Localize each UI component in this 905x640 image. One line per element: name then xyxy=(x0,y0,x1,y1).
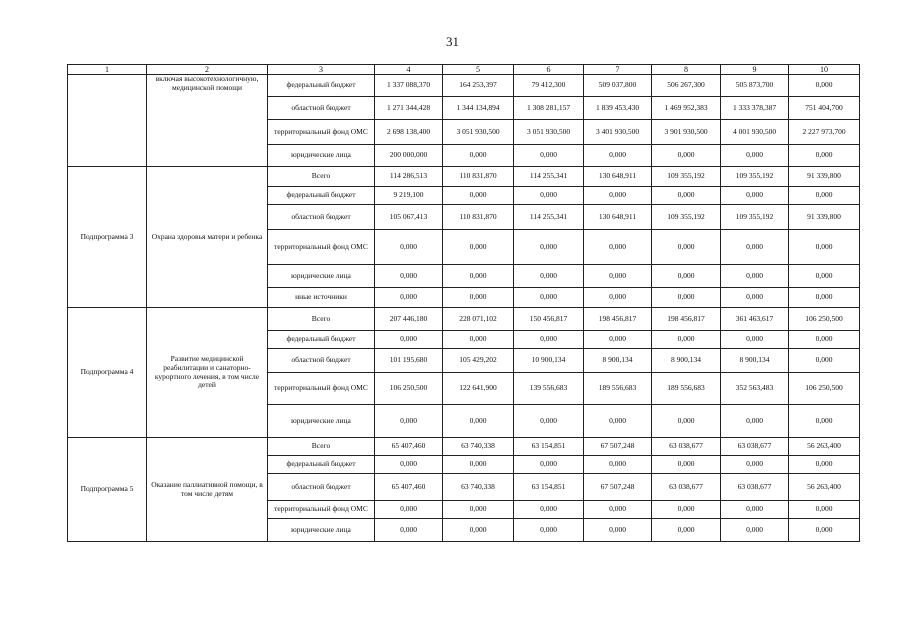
table-body xyxy=(68,65,860,542)
amount-cell: 0,000 xyxy=(789,519,860,542)
amount-cell: 0,000 xyxy=(443,501,514,519)
amount-cell: 0,000 xyxy=(652,456,721,474)
amount-cell: 0,000 xyxy=(789,288,860,308)
amount-cell: 91 339,800 xyxy=(789,205,860,230)
header-cell: 1 xyxy=(68,65,147,75)
amount-cell: 0,000 xyxy=(375,519,443,542)
amount-cell: 506 267,300 xyxy=(652,75,721,97)
amount-cell: 0,000 xyxy=(721,288,789,308)
amount-cell: 0,000 xyxy=(789,349,860,373)
amount-cell: 0,000 xyxy=(375,230,443,265)
header-cell: 5 xyxy=(443,65,514,75)
amount-cell: 0,000 xyxy=(789,265,860,288)
header-cell: 6 xyxy=(514,65,584,75)
amount-cell: 2 698 138,400 xyxy=(375,120,443,145)
amount-cell: 352 563,483 xyxy=(721,373,789,405)
amount-cell: 1 271 344,428 xyxy=(375,97,443,120)
amount-cell: 0,000 xyxy=(514,501,584,519)
amount-cell: 139 556,683 xyxy=(514,373,584,405)
amount-cell: 0,000 xyxy=(721,456,789,474)
amount-cell: 114 255,341 xyxy=(514,205,584,230)
page-number: 31 xyxy=(446,34,459,49)
subprogram-cell xyxy=(68,75,147,167)
amount-cell: 3 901 930,500 xyxy=(652,120,721,145)
amount-cell: 751 404,700 xyxy=(789,97,860,120)
amount-cell: 0,000 xyxy=(652,519,721,542)
amount-cell: 109 355,192 xyxy=(652,167,721,187)
amount-cell: 505 873,700 xyxy=(721,75,789,97)
amount-cell: 1 333 378,387 xyxy=(721,97,789,120)
amount-cell: 1 469 952,383 xyxy=(652,97,721,120)
amount-cell: 0,000 xyxy=(652,288,721,308)
amount-cell: 0,000 xyxy=(721,187,789,205)
amount-cell: 0,000 xyxy=(375,288,443,308)
amount-cell: 0,000 xyxy=(584,456,652,474)
funding-source-cell: юридические лица xyxy=(268,405,375,438)
amount-cell: 0,000 xyxy=(514,288,584,308)
amount-cell: 122 641,900 xyxy=(443,373,514,405)
table-row xyxy=(68,167,860,187)
funding-source-cell: Всего xyxy=(268,167,375,187)
subprogram-name-cell: включая высокотехнологичную, медицинской помощи xyxy=(147,75,268,167)
amount-cell: 198 456,817 xyxy=(584,308,652,331)
amount-cell: 63 038,677 xyxy=(721,438,789,456)
amount-cell: 63 038,677 xyxy=(721,474,789,501)
amount-cell: 0,000 xyxy=(514,230,584,265)
amount-cell: 0,000 xyxy=(721,331,789,349)
amount-cell: 0,000 xyxy=(514,456,584,474)
amount-cell: 0,000 xyxy=(375,331,443,349)
amount-cell: 3 401 930,500 xyxy=(584,120,652,145)
amount-cell: 105 429,202 xyxy=(443,349,514,373)
amount-cell: 0,000 xyxy=(514,187,584,205)
amount-cell: 228 071,102 xyxy=(443,308,514,331)
table-row xyxy=(68,75,860,97)
funding-source-cell: федеральный бюджет xyxy=(268,187,375,205)
amount-cell: 109 355,192 xyxy=(721,167,789,187)
amount-cell: 1 308 281,157 xyxy=(514,97,584,120)
amount-cell: 0,000 xyxy=(652,187,721,205)
amount-cell: 8 900,134 xyxy=(584,349,652,373)
amount-cell: 67 507,248 xyxy=(584,438,652,456)
funding-source-cell: Всего xyxy=(268,308,375,331)
amount-cell: 0,000 xyxy=(375,265,443,288)
amount-cell: 1 337 088,370 xyxy=(375,75,443,97)
amount-cell: 0,000 xyxy=(789,501,860,519)
funding-source-cell: территориальный фонд ОМС xyxy=(268,120,375,145)
amount-cell: 0,000 xyxy=(652,405,721,438)
funding-source-cell: Всего xyxy=(268,438,375,456)
amount-cell: 0,000 xyxy=(514,405,584,438)
amount-cell: 101 195,680 xyxy=(375,349,443,373)
amount-cell: 67 507,248 xyxy=(584,474,652,501)
amount-cell: 0,000 xyxy=(443,331,514,349)
subprogram-cell: Подпрограмма 5 xyxy=(68,438,147,542)
amount-cell: 3 051 930,500 xyxy=(514,120,584,145)
amount-cell: 0,000 xyxy=(584,405,652,438)
header-cell: 8 xyxy=(652,65,721,75)
amount-cell: 0,000 xyxy=(584,331,652,349)
funding-source-cell: областной бюджет xyxy=(268,97,375,120)
funding-source-cell: территориальный фонд ОМС xyxy=(268,501,375,519)
amount-cell: 0,000 xyxy=(721,519,789,542)
amount-cell: 0,000 xyxy=(789,75,860,97)
amount-cell: 0,000 xyxy=(443,230,514,265)
funding-source-cell: федеральный бюджет xyxy=(268,75,375,97)
amount-cell: 0,000 xyxy=(514,265,584,288)
amount-cell: 0,000 xyxy=(514,145,584,167)
amount-cell: 0,000 xyxy=(375,456,443,474)
amount-cell: 130 648,911 xyxy=(584,205,652,230)
amount-cell: 0,000 xyxy=(584,265,652,288)
amount-cell: 1 344 134,894 xyxy=(443,97,514,120)
amount-cell: 0,000 xyxy=(443,265,514,288)
amount-cell: 65 407,460 xyxy=(375,438,443,456)
header-row xyxy=(68,65,860,75)
amount-cell: 0,000 xyxy=(721,265,789,288)
amount-cell: 0,000 xyxy=(652,265,721,288)
amount-cell: 114 255,341 xyxy=(514,167,584,187)
amount-cell: 63 740,338 xyxy=(443,438,514,456)
funding-source-cell: территориальный фонд ОМС xyxy=(268,373,375,405)
amount-cell: 0,000 xyxy=(721,145,789,167)
amount-cell: 105 067,413 xyxy=(375,205,443,230)
amount-cell: 0,000 xyxy=(514,519,584,542)
amount-cell: 0,000 xyxy=(721,501,789,519)
budget-table xyxy=(67,64,860,542)
header-cell: 9 xyxy=(721,65,789,75)
amount-cell: 509 037,800 xyxy=(584,75,652,97)
amount-cell: 0,000 xyxy=(652,501,721,519)
table-row xyxy=(68,438,860,456)
amount-cell: 2 227 973,700 xyxy=(789,120,860,145)
amount-cell: 0,000 xyxy=(443,288,514,308)
amount-cell: 0,000 xyxy=(443,145,514,167)
funding-source-cell: федеральный бюджет xyxy=(268,456,375,474)
amount-cell: 63 154,851 xyxy=(514,438,584,456)
header-cell: 4 xyxy=(375,65,443,75)
amount-cell: 0,000 xyxy=(652,230,721,265)
amount-cell: 63 038,677 xyxy=(652,438,721,456)
amount-cell: 1 839 453,430 xyxy=(584,97,652,120)
funding-source-cell: территориальный фонд ОМС xyxy=(268,230,375,265)
amount-cell: 109 355,192 xyxy=(652,205,721,230)
amount-cell: 63 740,338 xyxy=(443,474,514,501)
amount-cell: 361 463,617 xyxy=(721,308,789,331)
amount-cell: 10 900,134 xyxy=(514,349,584,373)
amount-cell: 114 286,513 xyxy=(375,167,443,187)
amount-cell: 0,000 xyxy=(584,187,652,205)
amount-cell: 8 900,134 xyxy=(721,349,789,373)
amount-cell: 0,000 xyxy=(375,405,443,438)
amount-cell: 0,000 xyxy=(652,331,721,349)
funding-source-cell: иные источники xyxy=(268,288,375,308)
amount-cell: 164 253,397 xyxy=(443,75,514,97)
amount-cell: 110 831,870 xyxy=(443,167,514,187)
amount-cell: 0,000 xyxy=(789,187,860,205)
amount-cell: 9 219,100 xyxy=(375,187,443,205)
amount-cell: 106 250,500 xyxy=(789,308,860,331)
amount-cell: 207 446,180 xyxy=(375,308,443,331)
funding-source-cell: областной бюджет xyxy=(268,349,375,373)
amount-cell: 8 900,134 xyxy=(652,349,721,373)
amount-cell: 130 648,911 xyxy=(584,167,652,187)
funding-source-cell: федеральный бюджет xyxy=(268,331,375,349)
amount-cell: 0,000 xyxy=(584,501,652,519)
header-cell: 2 xyxy=(147,65,268,75)
amount-cell: 0,000 xyxy=(652,145,721,167)
amount-cell: 109 355,192 xyxy=(721,205,789,230)
amount-cell: 0,000 xyxy=(443,456,514,474)
amount-cell: 79 412,300 xyxy=(514,75,584,97)
subprogram-cell: Подпрограмма 4 xyxy=(68,308,147,438)
amount-cell: 0,000 xyxy=(443,519,514,542)
amount-cell: 4 001 930,500 xyxy=(721,120,789,145)
amount-cell: 0,000 xyxy=(584,288,652,308)
amount-cell: 189 556,683 xyxy=(584,373,652,405)
amount-cell: 0,000 xyxy=(443,187,514,205)
amount-cell: 198 456,817 xyxy=(652,308,721,331)
amount-cell: 0,000 xyxy=(514,331,584,349)
funding-source-cell: областной бюджет xyxy=(268,474,375,501)
subprogram-name-cell: Оказание паллиативной помощи, в том числе детям xyxy=(147,438,268,542)
amount-cell: 0,000 xyxy=(789,331,860,349)
amount-cell: 56 263,400 xyxy=(789,474,860,501)
amount-cell: 0,000 xyxy=(584,230,652,265)
amount-cell: 63 038,677 xyxy=(652,474,721,501)
amount-cell: 0,000 xyxy=(584,519,652,542)
amount-cell: 0,000 xyxy=(721,405,789,438)
amount-cell: 0,000 xyxy=(789,405,860,438)
amount-cell: 91 339,800 xyxy=(789,167,860,187)
amount-cell: 106 250,500 xyxy=(375,373,443,405)
amount-cell: 65 407,460 xyxy=(375,474,443,501)
amount-cell: 0,000 xyxy=(584,145,652,167)
amount-cell: 0,000 xyxy=(721,230,789,265)
funding-source-cell: юридические лица xyxy=(268,265,375,288)
funding-source-cell: юридические лица xyxy=(268,145,375,167)
amount-cell: 56 263,400 xyxy=(789,438,860,456)
header-cell: 3 xyxy=(268,65,375,75)
table-row xyxy=(68,308,860,331)
amount-cell: 0,000 xyxy=(789,230,860,265)
amount-cell: 3 051 930,500 xyxy=(443,120,514,145)
funding-source-cell: областной бюджет xyxy=(268,205,375,230)
amount-cell: 0,000 xyxy=(375,501,443,519)
amount-cell: 110 831,870 xyxy=(443,205,514,230)
amount-cell: 63 154,851 xyxy=(514,474,584,501)
amount-cell: 189 556,683 xyxy=(652,373,721,405)
header-cell: 7 xyxy=(584,65,652,75)
header-cell: 10 xyxy=(789,65,860,75)
subprogram-name-cell: Развитие медицинской реабилитации и санаторно-курортного лечения, в том числе детей xyxy=(147,308,268,438)
subprogram-name-cell: Охрана здоровья матери и ребенка xyxy=(147,167,268,308)
subprogram-cell: Подпрограмма 3 xyxy=(68,167,147,308)
amount-cell: 0,000 xyxy=(789,456,860,474)
amount-cell: 0,000 xyxy=(789,145,860,167)
amount-cell: 106 250,500 xyxy=(789,373,860,405)
amount-cell: 0,000 xyxy=(443,405,514,438)
funding-source-cell: юридические лица xyxy=(268,519,375,542)
amount-cell: 200 000,000 xyxy=(375,145,443,167)
amount-cell: 150 456,817 xyxy=(514,308,584,331)
